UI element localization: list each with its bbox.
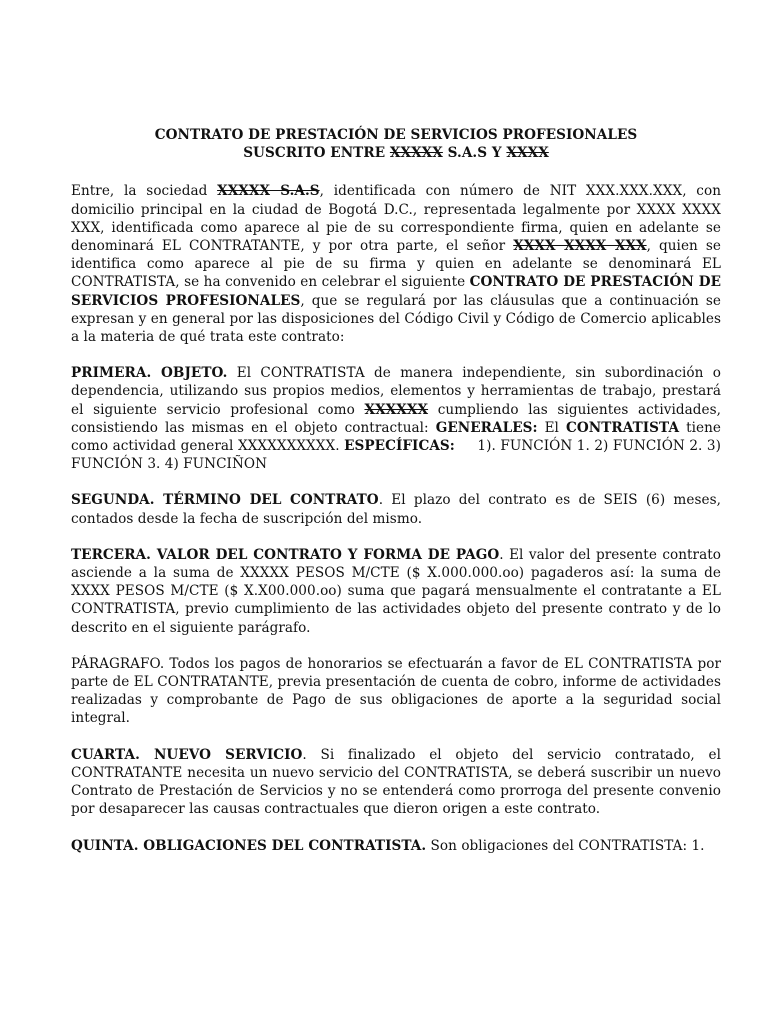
intro-text: , identificada con número de NIT XXX.XXX.XXX, con domicilio principal en la ciudad de Bogotá D.C., representada legalmente por XXXX XXXX XXX, identificada como aparece al pie de su correspondiente firma, quien en adelante se denominará EL CONTRATANTE, y por otra parte, el señor xyxy=(71,183,722,255)
contratista-label: CONTRATISTA xyxy=(565,419,680,436)
document-title xyxy=(71,126,721,162)
clause-heading: QUINTA. OBLIGACIONES DEL CONTRATISTA. xyxy=(71,837,427,854)
clause-segunda xyxy=(71,491,721,527)
especificas-label: ESPECÍFICAS: xyxy=(344,438,455,455)
title-line-1: CONTRATO DE PRESTACIÓN DE SERVICIOS PROFESIONALES xyxy=(154,127,638,143)
redacted-profession: XXXXXX xyxy=(364,401,429,418)
redacted-company: XXXXX S.A.S xyxy=(217,183,320,200)
title-line-2-text: SUSCRITO ENTRE xyxy=(243,145,390,162)
clause-primera xyxy=(71,364,726,473)
redacted-contractor: XXXX XXXX XXX xyxy=(513,238,647,255)
contract-name-bold: CONTRATO DE PRESTACIÓN DE SERVICIOS PROFESIONALES xyxy=(71,274,721,309)
intro-text: , que se regulará por las cláusulas que a continuación se expresan y en general por las disposiciones del Código Civil y Código de Comercio aplicables a la materia de qué trata este contrato: xyxy=(71,292,721,346)
clause-text: 1). FUNCIÓN 1. 2) FUNCIÓN 2. 3) FUNCIÓN 3. 4) FUNCIÑON xyxy=(71,438,726,473)
clause-cuarta xyxy=(71,746,721,819)
clause-tercera xyxy=(71,546,721,637)
contract-document xyxy=(71,126,726,873)
redacted-company-name: XXXXX xyxy=(389,145,443,162)
clause-text: Son obligaciones del CONTRATISTA: 1. xyxy=(426,837,705,854)
clause-text: El xyxy=(537,419,566,436)
clause-text: . El plazo del contrato es de SEIS (6) meses, contados desde la fecha de suscripción del mismo. xyxy=(71,492,721,527)
title-line-2-text: S.A.S Y xyxy=(442,145,507,162)
clause-text: cumpliendo las siguientes actividades, consistiendo las mismas en el objeto contractual: xyxy=(71,401,721,436)
clause-text: . Si finalizado el objeto del servicio contratado, el CONTRATANTE necesita un nuevo servicio del CONTRATISTA, se deberá suscribir un nuevo Contrato de Prestación de Servicios y no se entenderá como prorroga del presente convenio por desaparecer las causas contractuales que dieron origen a este contrato. xyxy=(71,746,721,818)
paragrafo xyxy=(71,655,721,728)
clause-heading: SEGUNDA. TÉRMINO DEL CONTRATO xyxy=(71,492,379,509)
generales-label: GENERALES: xyxy=(435,419,538,436)
clause-quinta xyxy=(71,837,721,855)
clause-heading: TERCERA. VALOR DEL CONTRATO Y FORMA DE PAGO xyxy=(71,546,500,563)
clause-heading: PRIMERA. OBJETO. xyxy=(71,365,228,382)
intro-text: Entre, la sociedad xyxy=(71,183,218,200)
intro-text: , quien se identifica como aparece al pie de su firma y quien en adelante se denominará EL CONTRATISTA, se ha convenido en celebrar el siguiente xyxy=(71,238,721,291)
clause-text: PÁRAGRAFO. Todos los pagos de honorarios se efectuarán a favor de EL CONTRATISTA por parte de EL CONTRATANTE, previa presentación de cuenta de cobro, informe de actividades realizadas y comprobante de Pago de sus obligaciones de aporte a la seguridad social integral. xyxy=(71,655,721,727)
title-line-2 xyxy=(71,144,721,162)
redacted-contractor-name: XXXX xyxy=(506,145,549,162)
clause-heading: CUARTA. NUEVO SERVICIO xyxy=(71,746,303,763)
clause-text: El CONTRATISTA de manera independiente, sin subordinación o dependencia, utilizando sus propios medios, elementos y herramientas de trabajo, prestará el siguiente servicio profesional como xyxy=(71,365,722,418)
clause-text: . El valor del presente contrato asciende a la suma de XXXXX PESOS M/CTE ($ X.000.000.oo) pagaderos así: la suma de XXXX PESOS M/CTE ($ X.X00.000.oo) suma que pagará mensualmente el contratante a EL CONTRATISTA, previo cumplimiento de las actividades objeto del presente contrato y de lo descrito en el siguiente parágrafo. xyxy=(71,546,721,636)
intro-paragraph xyxy=(71,182,721,346)
clause-text: tiene como actividad general XXXXXXXXXX. xyxy=(71,419,721,455)
